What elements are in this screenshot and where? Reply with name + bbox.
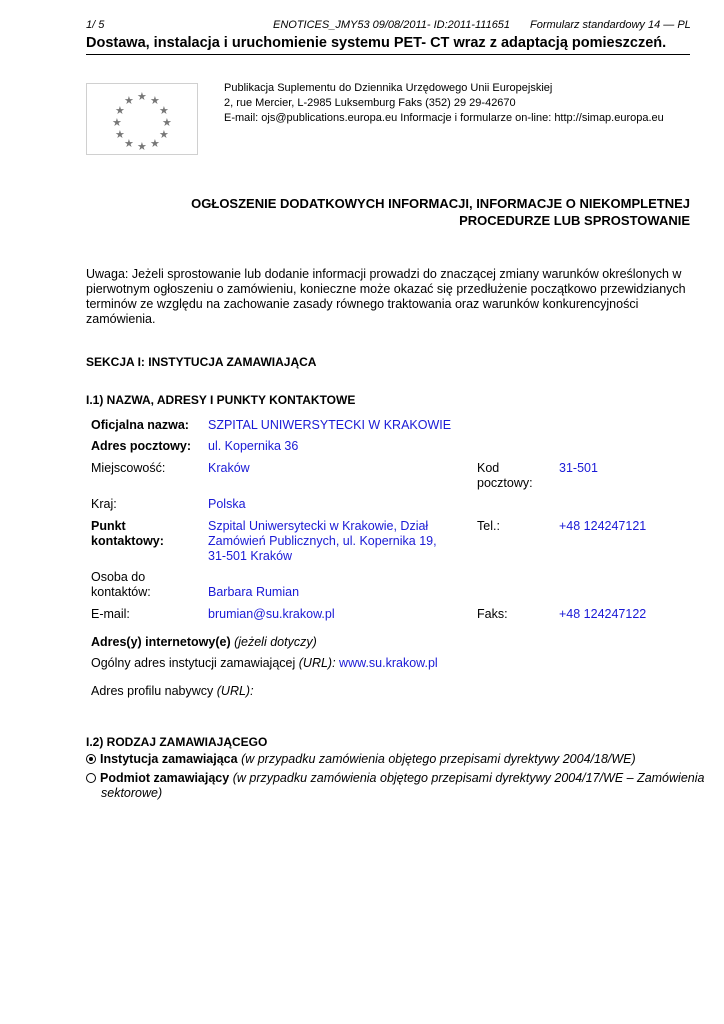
official-name-value: SZPITAL UNIWERSYTECKI W KRAKOWIE bbox=[208, 418, 452, 432]
section-1-heading: SEKCJA I: INSTYTUCJA ZAMAWIAJĄCA bbox=[86, 355, 317, 369]
city-value: Kraków bbox=[208, 461, 250, 475]
country-value: Polska bbox=[208, 497, 246, 511]
section-1-1-heading: I.1) NAZWA, ADRESY I PUNKTY KONTAKTOWE bbox=[86, 393, 356, 407]
postal-code-label-1: Kod bbox=[477, 461, 500, 475]
official-name-label: Oficjalna nazwa: bbox=[91, 418, 189, 432]
publisher-address: 2, rue Mercier, L-2985 Luksemburg Faks (352) 29 29-42670 bbox=[224, 97, 516, 109]
fax-label: Faks: bbox=[477, 607, 508, 621]
buyer-type-option-2-label: Podmiot zamawiający bbox=[100, 771, 230, 785]
notice-id: ENOTICES_JMY53 09/08/2011- ID:2011-111651 bbox=[273, 19, 511, 31]
main-title-line-1: OGŁOSZENIE DODATKOWYCH INFORMACJI, INFORMACJE O NIEKOMPLETNEJ bbox=[191, 196, 690, 211]
contact-point-label-1: Punkt bbox=[91, 519, 126, 533]
email-label: E-mail: bbox=[91, 607, 130, 621]
general-address-url-note: (URL): bbox=[298, 656, 336, 670]
phone-value: +48 124247121 bbox=[559, 519, 647, 533]
publisher-name: Publikacja Suplementu do Dziennika Urzędowego Unii Europejskiej bbox=[224, 82, 553, 94]
buyer-profile-label: Adres profilu nabywcy bbox=[91, 684, 214, 698]
contact-point-value-2: Zamówień Publicznych, ul. Kopernika 19, bbox=[208, 534, 437, 548]
postal-code-value: 31-501 bbox=[559, 461, 598, 475]
internet-heading-note: (jeżeli dotyczy) bbox=[234, 635, 317, 649]
fax-value: +48 124247122 bbox=[559, 607, 647, 621]
phone-label: Tel.: bbox=[477, 519, 500, 533]
notice-line-2: pierwotnym ogłoszeniu o zamówieniu, konieczne może okazać się przedłużenie początkowo przewidzianych bbox=[86, 282, 686, 296]
main-title-line-2: PROCEDURZE LUB SPROSTOWANIE bbox=[459, 213, 690, 228]
contact-person-label-1: Osoba do bbox=[91, 570, 146, 584]
contact-point-label-2: kontaktowy: bbox=[91, 534, 164, 548]
buyer-type-option-1-label: Instytucja zamawiająca bbox=[100, 752, 238, 766]
country-label: Kraj: bbox=[91, 497, 117, 511]
internet-heading-label: Adres(y) internetowy(e) bbox=[91, 635, 231, 649]
radio-unselected-icon[interactable] bbox=[86, 773, 96, 783]
page-number: 1/ 5 bbox=[86, 19, 105, 31]
header-divider bbox=[86, 54, 690, 55]
email-value[interactable]: brumian@su.krakow.pl bbox=[208, 607, 335, 621]
buyer-type-option-1[interactable] bbox=[86, 752, 636, 768]
contact-point-value-3: 31-501 Kraków bbox=[208, 549, 293, 563]
buyer-type-option-2-note-1: (w przypadku zamówienia objętego przepisami dyrektywy 2004/17/WE – Zamówienia bbox=[232, 771, 705, 785]
contact-point-value-1: Szpital Uniwersytecki w Krakowie, Dział bbox=[208, 519, 429, 533]
notice-line-1: Uwaga: Jeżeli sprostowanie lub dodanie informacji prowadzi do znaczącej zmiany warunków określonych w bbox=[86, 267, 682, 281]
general-address-value[interactable]: www.su.krakow.pl bbox=[339, 656, 438, 670]
buyer-profile-row bbox=[91, 684, 254, 700]
notice-line-3: terminów ze względu na zachowanie zasady równego traktowania oraz warunków konkurencyjności bbox=[86, 297, 639, 311]
contact-person-value: Barbara Rumian bbox=[208, 585, 300, 599]
publisher-contact: E-mail: ojs@publications.europa.eu Informacje i formularze on-line: http://simap.europa.eu bbox=[224, 112, 664, 124]
eu-flag-icon: ★ ★ ★ ★ ★ ★ ★ ★ ★ ★ ★ ★ bbox=[86, 83, 198, 155]
buyer-type-option-1-note: (w przypadku zamówienia objętego przepisami dyrektywy 2004/18/WE) bbox=[241, 752, 636, 766]
document-title: Dostawa, instalacja i uruchomienie systemu PET- CT wraz z adaptacją pomieszczeń. bbox=[86, 35, 667, 51]
general-address-label: Ogólny adres instytucji zamawiającej bbox=[91, 656, 296, 670]
notice-line-4: zamówienia. bbox=[86, 312, 156, 326]
city-label: Miejscowość: bbox=[91, 461, 166, 475]
buyer-type-option-2-note-2: sektorowe) bbox=[101, 786, 163, 800]
internet-heading bbox=[91, 635, 317, 651]
contact-person-label-2: kontaktów: bbox=[91, 585, 151, 599]
postal-code-label-2: pocztowy: bbox=[477, 476, 533, 490]
postal-address-label: Adres pocztowy: bbox=[91, 439, 192, 453]
buyer-type-option-2[interactable] bbox=[86, 771, 704, 787]
postal-address-value: ul. Kopernika 36 bbox=[208, 439, 299, 453]
buyer-profile-url-note: (URL): bbox=[216, 684, 254, 698]
section-1-2-heading: I.2) RODZAJ ZAMAWIAJĄCEGO bbox=[86, 735, 268, 749]
radio-selected-icon[interactable] bbox=[86, 754, 96, 764]
general-address-row bbox=[91, 656, 438, 672]
form-name: Formularz standardowy 14 — PL bbox=[530, 19, 691, 31]
